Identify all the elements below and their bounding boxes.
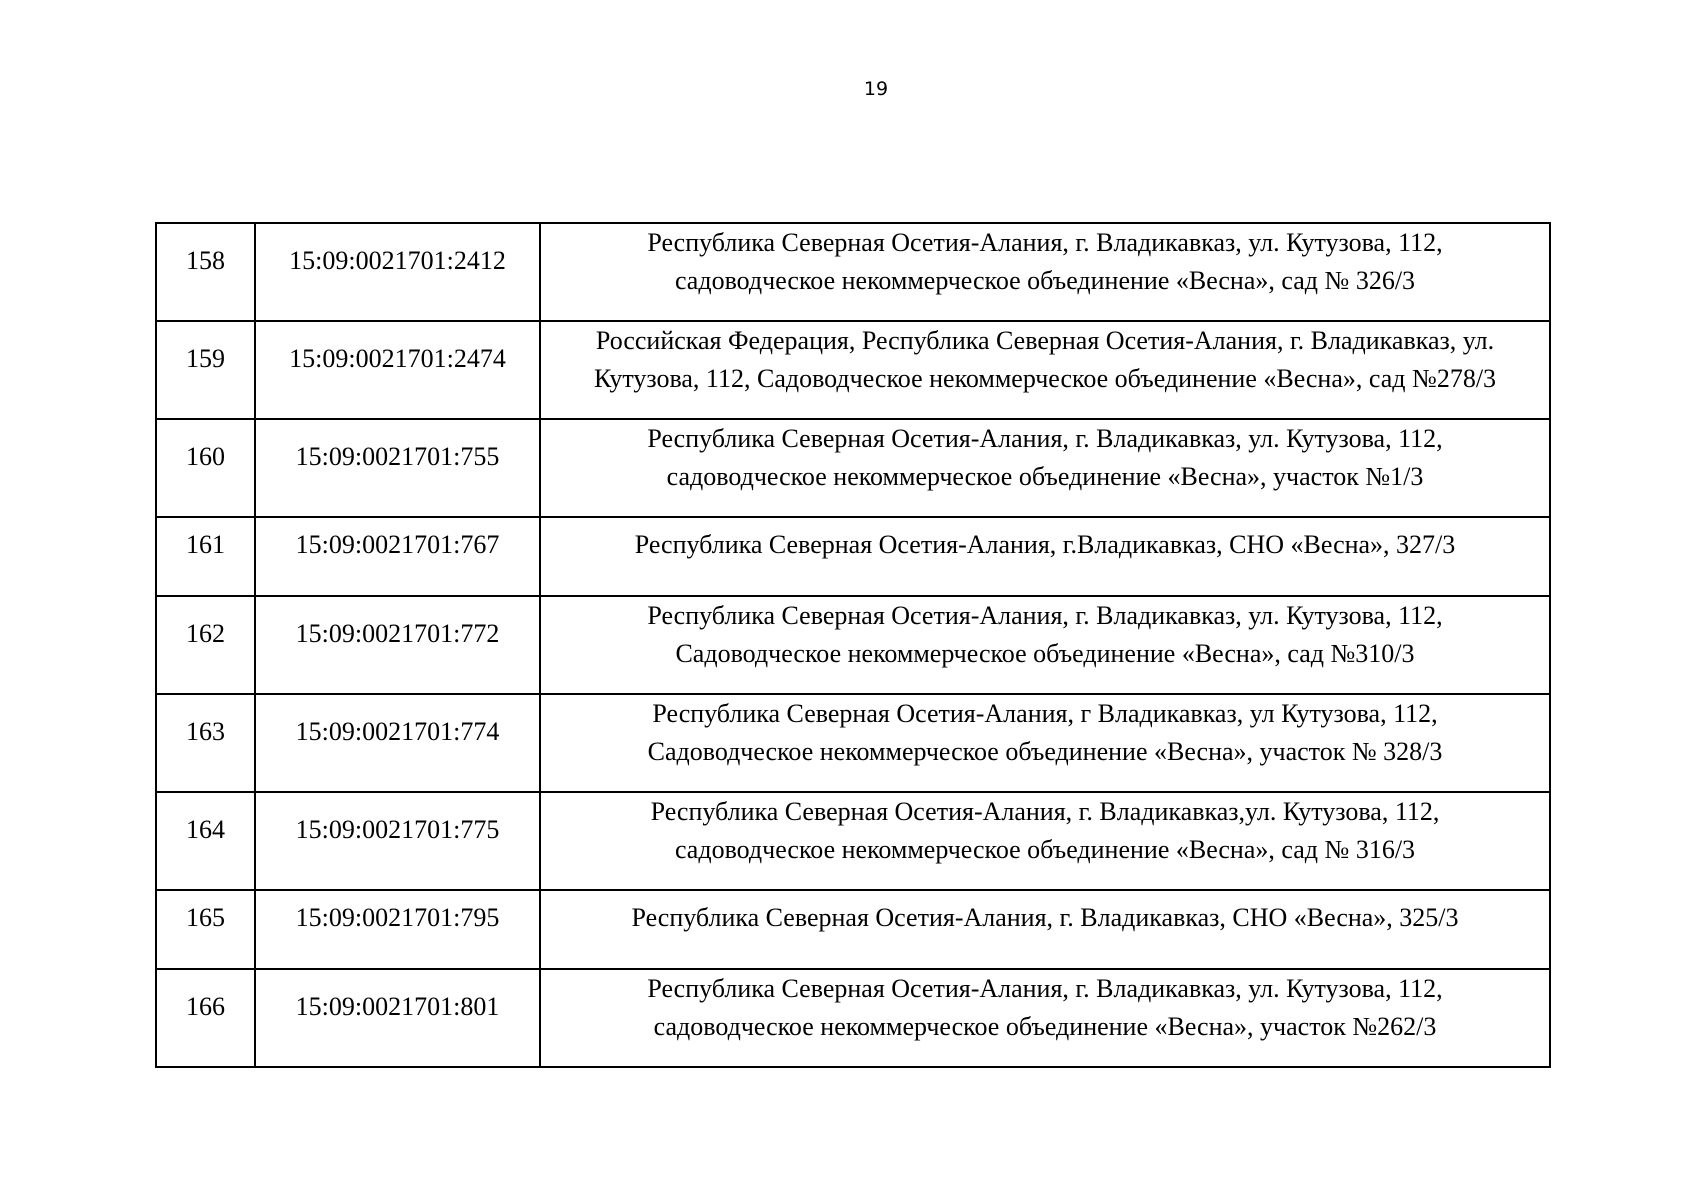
- address-line: Республика Северная Осетия-Алания, г. Владикавказ, ул. Кутузова, 112,: [647, 974, 1443, 1003]
- table-row: [156, 890, 1550, 969]
- row-number-cell: [156, 419, 255, 517]
- row-number: 159: [186, 344, 225, 373]
- cadastral-number-cell: [255, 694, 540, 792]
- cadastral-number: 15:09:0021701:2412: [289, 246, 506, 275]
- page-number: 19: [863, 78, 889, 100]
- address-line: Республика Северная Осетия-Алания, г Владикавказ, ул Кутузова, 112,: [652, 699, 1438, 728]
- row-number: 158: [186, 246, 225, 275]
- table-row: [156, 792, 1550, 890]
- row-number: 161: [186, 530, 225, 559]
- address-cell: [540, 969, 1550, 1067]
- cadastral-number: 15:09:0021701:2474: [289, 344, 506, 373]
- address-line: Садоводческое некоммерческое объединение «Весна», сад №310/3: [675, 639, 1415, 668]
- address-line: Кутузова, 112, Садоводческое некоммерческое объединение «Весна», сад №278/3: [593, 364, 1497, 393]
- address-line: Республика Северная Осетия-Алания, г. Владикавказ, ул. Кутузова, 112,: [647, 228, 1443, 257]
- cadastral-number-cell: [255, 969, 540, 1067]
- cadastral-number-cell: [255, 419, 540, 517]
- table-row: [156, 321, 1550, 419]
- row-number: 160: [186, 442, 225, 471]
- table-row: [156, 694, 1550, 792]
- row-number: 166: [186, 992, 225, 1021]
- row-number: 165: [186, 903, 225, 932]
- table-row: [156, 223, 1550, 321]
- table-row: [156, 419, 1550, 517]
- row-number-cell: [156, 517, 255, 596]
- cadastral-number-cell: [255, 223, 540, 321]
- address-cell: [540, 694, 1550, 792]
- cadastral-number-cell: [255, 596, 540, 694]
- cadastral-number-cell: [255, 517, 540, 596]
- row-number-cell: [156, 694, 255, 792]
- row-number-cell: [156, 596, 255, 694]
- cadastral-number: 15:09:0021701:772: [295, 619, 500, 648]
- address-cell: [540, 419, 1550, 517]
- cadastral-number: 15:09:0021701:795: [295, 903, 500, 932]
- row-number: 162: [186, 619, 225, 648]
- table-row: [156, 969, 1550, 1067]
- cadastral-number: 15:09:0021701:801: [295, 992, 500, 1021]
- cadastral-number-cell: [255, 792, 540, 890]
- address-line: Республика Северная Осетия-Алания, г. Владикавказ, ул. Кутузова, 112,: [647, 424, 1443, 453]
- address-line: Республика Северная Осетия-Алания, г. Владикавказ,ул. Кутузова, 112,: [650, 797, 1440, 826]
- address-line: Садоводческое некоммерческое объединение «Весна», участок № 328/3: [647, 737, 1443, 766]
- cadastral-number-cell: [255, 321, 540, 419]
- cadastral-number: 15:09:0021701:755: [295, 442, 500, 471]
- land-plot-table: [155, 222, 1551, 1068]
- address-line: Республика Северная Осетия-Алания, г.Владикавказ, СНО «Весна», 327/3: [634, 530, 1456, 559]
- address-cell: [540, 517, 1550, 596]
- cadastral-number: 15:09:0021701:767: [295, 530, 500, 559]
- cadastral-number: 15:09:0021701:775: [295, 815, 500, 844]
- cadastral-number-cell: [255, 890, 540, 969]
- row-number-cell: [156, 321, 255, 419]
- row-number-cell: [156, 792, 255, 890]
- address-line: Российская Федерация, Республика Северная Осетия-Алания, г. Владикавказ, ул.: [595, 326, 1495, 355]
- row-number: 164: [186, 815, 225, 844]
- cadastral-number: 15:09:0021701:774: [295, 717, 500, 746]
- address-cell: [540, 596, 1550, 694]
- address-line: садоводческое некоммерческое объединение «Весна», участок №262/3: [653, 1012, 1437, 1041]
- row-number-cell: [156, 969, 255, 1067]
- address-line: садоводческое некоммерческое объединение «Весна», сад № 326/3: [674, 266, 1416, 295]
- row-number-cell: [156, 223, 255, 321]
- address-cell: [540, 792, 1550, 890]
- row-number: 163: [186, 717, 225, 746]
- table-row: [156, 596, 1550, 694]
- address-line: Республика Северная Осетия-Алания, г. Владикавказ, СНО «Весна», 325/3: [631, 903, 1459, 932]
- address-line: садоводческое некоммерческое объединение «Весна», участок №1/3: [666, 462, 1424, 491]
- address-cell: [540, 890, 1550, 969]
- address-cell: [540, 223, 1550, 321]
- address-cell: [540, 321, 1550, 419]
- row-number-cell: [156, 890, 255, 969]
- table-row: [156, 517, 1550, 596]
- address-line: садоводческое некоммерческое объединение «Весна», сад № 316/3: [674, 835, 1416, 864]
- address-line: Республика Северная Осетия-Алания, г. Владикавказ, ул. Кутузова, 112,: [647, 601, 1443, 630]
